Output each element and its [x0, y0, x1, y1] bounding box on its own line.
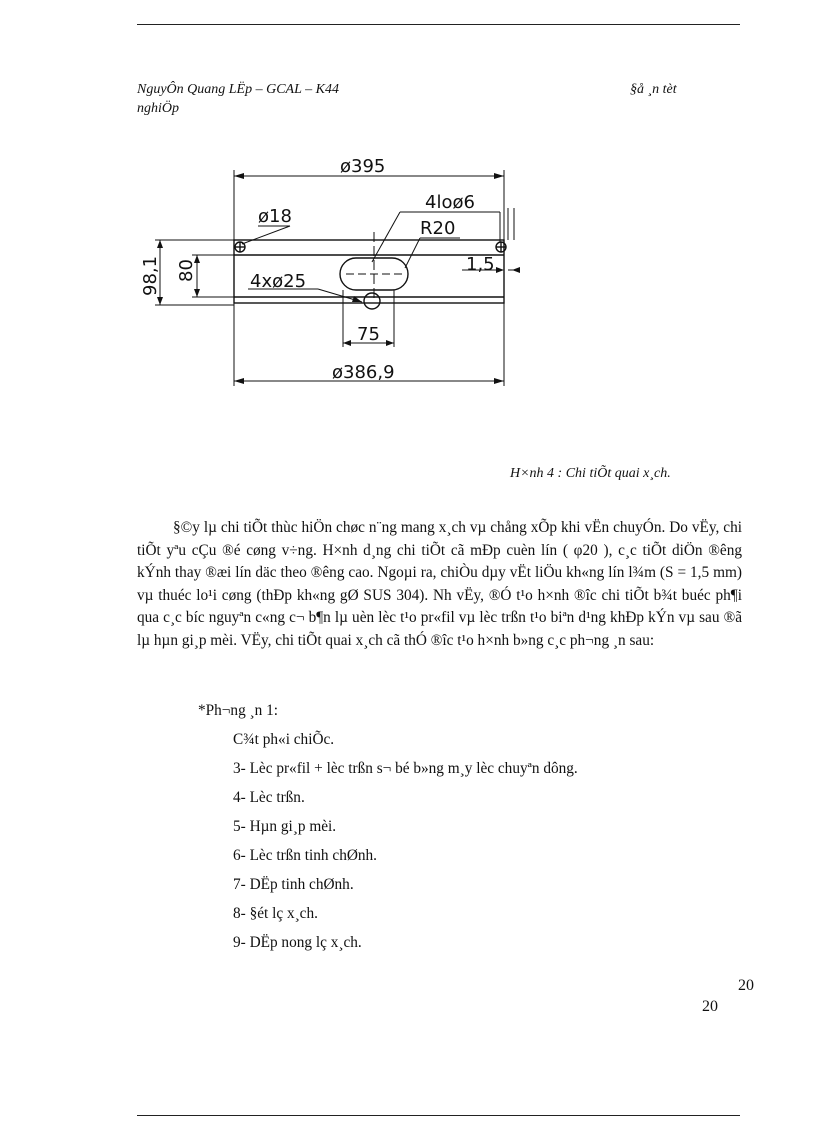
dim-offset: 1,5 [466, 254, 495, 275]
page-number-footer: 20 [702, 998, 718, 1015]
step-item: C¾t ph«i chiÕc. [233, 731, 335, 748]
dim-holes-small: 4loø6 [425, 192, 475, 213]
step-item: 7- DËp tinh chØnh. [233, 876, 354, 893]
body-paragraph: §©y lµ chi tiÕt thùc hiÖn chøc n¨ng mang x¸ch vµ chång xÕp khi vËn chuyÓn. Do vËy, chi tiÕt yªu cÇu ®é cøng v÷ng. H×nh d¸ng chi tiÕt cã mÐp cuèn lín ( φ20 ), c¸c tiÕt diÖn ®êng kÝnh thay ®æi lín däc theo ®êng cao. Ngoµi ra, chiÒu dµy vËt liÖu kh«ng lín l¾m (S = 1,5 mm) vµ thuéc lo¹i cøng (thÐp kh«ng gØ SUS 304). Nh vËy, ®Ó t¹o h×nh ®îc chi tiÕt b¾t buéc ph¶i qua c¸c bíc nguyªn c«ng c¬ b¶n lµ uèn lèc t¹o pr«fil vµ lèc trßn t¹o biªn d¹ng khÐp kÝn vµ sau ®ã lµ hµn gi¸p mèi. VËy, chi tiÕt quai x¸ch cã thÓ ®îc t¹o h×nh b»ng c¸c ph¬ng ¸n sau: [137, 519, 742, 649]
step-item: 8- §ét lç x¸ch. [233, 905, 318, 922]
header-title-cont: nghiÖp [137, 101, 179, 116]
step-item: 3- Lèc pr«fil + lèc trßn s¬ bé b»ng m¸y lèc chuyªn dông. [233, 760, 578, 777]
option-title: *Ph¬ng ¸n 1: [198, 702, 279, 719]
figure-caption: H×nh 4 : Chi tiÕt quai x¸ch. [510, 466, 671, 481]
dim-outer-diameter: ø395 [340, 156, 386, 177]
dim-height: 80 [176, 259, 197, 282]
page-number: 20 [738, 977, 754, 994]
bottom-rule [137, 1115, 740, 1116]
header-author: NguyÔn Quang LËp – GCAL – K44 [137, 82, 339, 97]
dim-inner-diameter: ø386,9 [332, 362, 395, 383]
step-item: 5- Hµn gi¸p mèi. [233, 818, 337, 835]
dim-radius: R20 [420, 218, 456, 239]
step-item: 6- Lèc trßn tinh chØnh. [233, 847, 378, 864]
step-item: 4- Lèc trßn. [233, 789, 305, 806]
technical-drawing [0, 0, 816, 460]
dim-height-total: 98,1 [140, 255, 161, 296]
dim-holes-large: 4xø25 [250, 271, 307, 292]
dim-hole-18: ø18 [258, 206, 292, 227]
header-title: §å ¸n tèt [630, 82, 677, 97]
small-hole [364, 293, 380, 309]
step-item: 9- DËp nong lç x¸ch. [233, 934, 362, 951]
dim-slot-width: 75 [357, 324, 380, 345]
